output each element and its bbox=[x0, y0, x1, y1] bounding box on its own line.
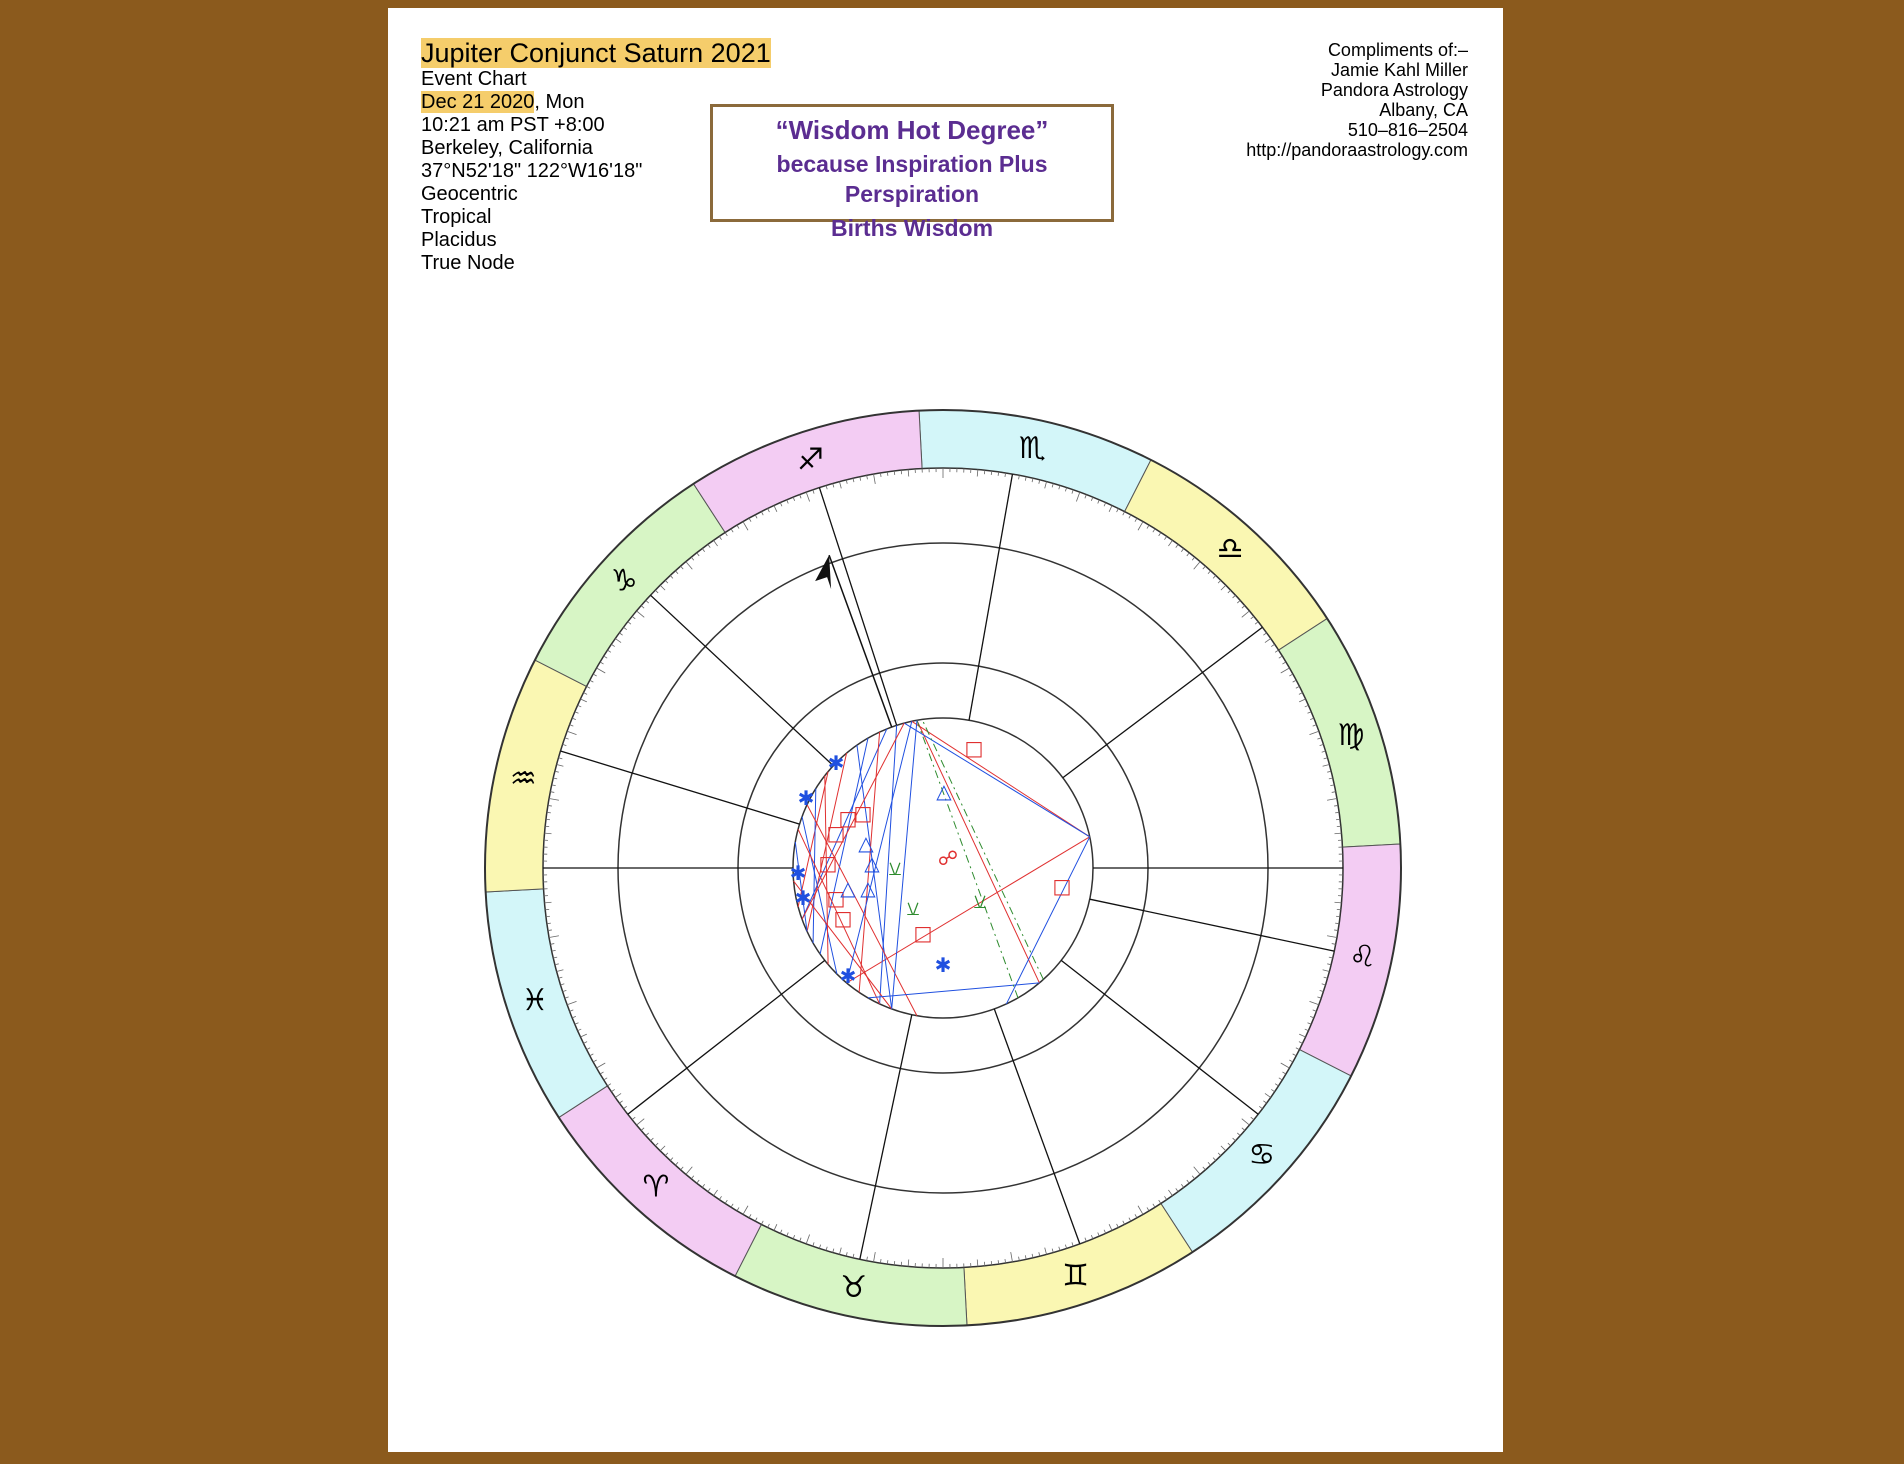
degree-tick bbox=[1335, 923, 1339, 924]
aspect-sextile-icon: ✱ bbox=[839, 964, 857, 988]
chart-place: Berkeley, California bbox=[421, 137, 593, 159]
aspect-square-icon: □ bbox=[853, 801, 873, 825]
chart-date: Dec 21 2020 bbox=[421, 91, 535, 113]
aspect-trine-icon: △ bbox=[860, 876, 876, 900]
chart-center: Geocentric bbox=[421, 183, 518, 205]
chart-coords: 37°N52'18" 122°W16'18" bbox=[421, 160, 643, 182]
chart-weekday: , Mon bbox=[534, 91, 585, 113]
degree-tick bbox=[998, 1260, 999, 1264]
aspect-trine-icon: △ bbox=[858, 831, 874, 855]
zodiac-sign-icon: ♎ bbox=[1216, 531, 1244, 567]
chart-houses: Placidus bbox=[421, 229, 497, 251]
degree-tick bbox=[887, 472, 888, 476]
zodiac-sign-icon: ♋ bbox=[1248, 1137, 1276, 1173]
aspect-sextile-icon: ✱ bbox=[789, 861, 807, 885]
aspect-square-icon: □ bbox=[818, 851, 838, 875]
zodiac-sign-icon: ♊ bbox=[1062, 1258, 1090, 1294]
quote-heading: “Wisdom Hot Degree” bbox=[775, 115, 1049, 145]
aspect-sextile-icon: ✱ bbox=[827, 751, 845, 775]
zodiac-sign-icon: ♑ bbox=[610, 563, 638, 599]
zodiac-sign-icon: ♐ bbox=[796, 442, 824, 478]
chart-node: True Node bbox=[421, 252, 515, 274]
aspect-square-icon: □ bbox=[826, 886, 846, 910]
credit-business: Pandora Astrology bbox=[1320, 80, 1468, 100]
aspect-trine-icon: △ bbox=[936, 779, 952, 803]
degree-tick bbox=[547, 812, 551, 813]
aspect-semisextile-icon: ⚺ bbox=[906, 896, 920, 920]
aspect-trine-icon: △ bbox=[840, 876, 856, 900]
aspect-sextile-icon: ✱ bbox=[794, 886, 812, 910]
aspect-semisextile-icon: ⚺ bbox=[888, 856, 902, 880]
aspect-square-icon: □ bbox=[964, 736, 984, 760]
aspect-trine-icon: △ bbox=[864, 851, 880, 875]
aspect-sextile-icon: ✱ bbox=[934, 953, 952, 977]
aspect-square-icon: □ bbox=[1052, 874, 1072, 898]
credit-city: Albany, CA bbox=[1379, 100, 1468, 120]
aspect-sextile-icon: ✱ bbox=[797, 786, 815, 810]
zodiac-sign-icon: ♈ bbox=[642, 1169, 670, 1205]
aspect-square-icon: □ bbox=[913, 921, 933, 945]
degree-tick bbox=[547, 923, 551, 924]
zodiac-sign-icon: ♓ bbox=[521, 983, 549, 1019]
zodiac-sign-icon: ♌ bbox=[1349, 939, 1377, 975]
credit-line: Compliments of:– bbox=[1327, 40, 1468, 60]
credit-url[interactable]: http://pandoraastrology.com bbox=[1246, 140, 1468, 160]
aspect-opposition-icon: ☍ bbox=[937, 846, 959, 870]
aspect-square-icon: □ bbox=[826, 821, 846, 845]
zodiac-sign-icon: ♏ bbox=[1018, 430, 1046, 466]
zodiac-sign-icon: ♍ bbox=[1337, 717, 1365, 753]
zodiac-sign-icon: ♉ bbox=[840, 1270, 868, 1306]
aspect-semisextile-icon: ⚺ bbox=[973, 889, 987, 913]
degree-tick bbox=[998, 472, 999, 476]
chart-time: 10:21 am PST +8:00 bbox=[421, 114, 605, 136]
credit-name: Jamie Kahl Miller bbox=[1330, 60, 1468, 80]
quote-line-1: because Inspiration Plus Perspiration bbox=[776, 151, 1048, 207]
aspect-square-icon: □ bbox=[833, 906, 853, 930]
quote-line-2: Births Wisdom bbox=[830, 215, 994, 241]
chart-title-text: Jupiter Conjunct Saturn 2021 bbox=[421, 38, 771, 68]
degree-tick bbox=[887, 1260, 888, 1264]
credit-phone: 510–816–2504 bbox=[1347, 120, 1468, 140]
zodiac-sign-icon: ♒ bbox=[509, 761, 537, 797]
aspect-square-icon: □ bbox=[838, 806, 858, 830]
chart-kind: Event Chart bbox=[421, 68, 527, 90]
chart-wheel bbox=[388, 8, 1503, 1452]
chart-zodiac: Tropical bbox=[421, 206, 492, 228]
chart-page bbox=[388, 8, 1503, 1452]
degree-tick bbox=[1335, 812, 1339, 813]
